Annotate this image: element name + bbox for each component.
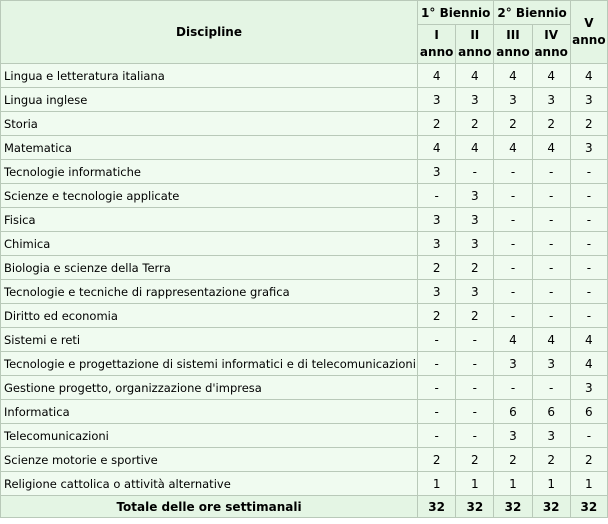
table-row [1,424,607,447]
hours-cell: - [494,160,531,183]
hours-cell: - [456,376,493,399]
hours-cell: - [494,184,531,207]
hours-cell: 3 [456,208,493,231]
hours-cell: - [571,160,607,183]
hours-cell: - [494,256,531,279]
total-hours-cell: 32 [418,496,455,517]
hours-cell: 4 [571,328,607,351]
table-row [1,160,607,183]
hours-cell: 4 [571,64,607,87]
hours-cell: - [571,184,607,207]
hours-cell: 2 [456,112,493,135]
hours-cell: 2 [418,256,455,279]
discipline-name: Lingua inglese [1,88,417,111]
table-row [1,136,607,159]
hours-cell: 6 [494,400,531,423]
hours-cell: 1 [533,472,570,495]
hours-cell: 2 [418,112,455,135]
hours-cell: 2 [456,304,493,327]
hours-cell: - [494,280,531,303]
table-row [1,328,607,351]
hours-cell: - [533,232,570,255]
discipline-name: Tecnologie e tecniche di rappresentazione grafica [1,280,417,303]
discipline-name: Matematica [1,136,417,159]
discipline-name: Storia [1,112,417,135]
hours-cell: 3 [456,280,493,303]
hours-cell: 3 [494,352,531,375]
hours-cell: 3 [456,88,493,111]
table-row [1,376,607,399]
hours-cell: - [456,160,493,183]
hours-cell: - [494,208,531,231]
hours-cell: - [533,208,570,231]
hours-cell: 2 [494,112,531,135]
hours-cell: 4 [418,64,455,87]
hours-cell: 4 [456,64,493,87]
hours-cell: - [456,328,493,351]
hours-cell: 2 [494,448,531,471]
discipline-name: Chimica [1,232,417,255]
discipline-name: Scienze motorie e sportive [1,448,417,471]
hours-cell: 3 [418,280,455,303]
hours-cell: 3 [533,88,570,111]
hours-cell: - [418,376,455,399]
hours-cell: 3 [533,352,570,375]
discipline-name: Lingua e letteratura italiana [1,64,417,87]
hours-cell: - [571,208,607,231]
hours-cell: 4 [494,136,531,159]
discipline-name: Gestione progetto, organizzazione d'impresa [1,376,417,399]
header-year-2: II anno [456,25,493,63]
table-row [1,112,607,135]
hours-cell: 4 [533,136,570,159]
hours-cell: 2 [571,112,607,135]
table-row [1,280,607,303]
hours-cell: - [494,232,531,255]
header-biennio-1: 1° Biennio [418,1,493,24]
table-row [1,232,607,255]
discipline-name: Religione cattolica o attività alternative [1,472,417,495]
header-discipline: Discipline [1,1,417,63]
table-row [1,256,607,279]
discipline-name: Fisica [1,208,417,231]
hours-cell: - [418,184,455,207]
hours-cell: - [456,424,493,447]
table-body [1,64,607,517]
discipline-name: Telecomunicazioni [1,424,417,447]
hours-cell: 4 [533,328,570,351]
hours-cell: - [418,400,455,423]
hours-cell: 3 [418,88,455,111]
hours-cell: 6 [571,400,607,423]
hours-cell: 2 [456,256,493,279]
hours-cell: - [533,184,570,207]
hours-cell: 3 [571,88,607,111]
total-row [1,496,607,517]
table-row [1,304,607,327]
discipline-name: Tecnologie e progettazione di sistemi informatici e di telecomunicazioni [1,352,417,375]
hours-cell: 1 [494,472,531,495]
table-row [1,472,607,495]
discipline-name: Sistemi e reti [1,328,417,351]
hours-cell: - [533,280,570,303]
total-hours-cell: 32 [533,496,570,517]
discipline-name: Informatica [1,400,417,423]
hours-cell: 4 [418,136,455,159]
hours-cell: 2 [456,448,493,471]
hours-cell: - [494,376,531,399]
hours-cell: - [533,256,570,279]
hours-cell: - [418,328,455,351]
hours-cell: - [533,160,570,183]
hours-cell: 2 [418,304,455,327]
header-year-1: I anno [418,25,455,63]
hours-cell: - [571,424,607,447]
hours-cell: - [418,352,455,375]
hours-cell: 3 [571,136,607,159]
hours-cell: 3 [418,232,455,255]
hours-cell: 3 [456,232,493,255]
hours-cell: 3 [456,184,493,207]
discipline-name: Scienze e tecnologie applicate [1,184,417,207]
hours-cell: 1 [418,472,455,495]
total-hours-cell: 32 [571,496,607,517]
hours-cell: - [456,352,493,375]
discipline-name: Tecnologie informatiche [1,160,417,183]
table-row [1,400,607,423]
discipline-name: Diritto ed economia [1,304,417,327]
header-year-4: IV anno [533,25,570,63]
total-hours-cell: 32 [494,496,531,517]
hours-cell: 3 [418,208,455,231]
hours-cell: 4 [494,328,531,351]
table-row [1,208,607,231]
hours-cell: 3 [571,376,607,399]
hours-cell: 3 [533,424,570,447]
table-row [1,448,607,471]
table-row [1,88,607,111]
hours-cell: - [571,232,607,255]
hours-cell: 4 [494,64,531,87]
total-hours-cell: 32 [456,496,493,517]
hours-cell: - [571,256,607,279]
hours-cell: 2 [533,112,570,135]
header-quinto-anno: V anno [571,1,607,63]
table-row [1,352,607,375]
hours-cell: 4 [533,64,570,87]
total-label: Totale delle ore settimanali [1,496,417,517]
hours-cell: 6 [533,400,570,423]
hours-cell: - [533,376,570,399]
hours-cell: 1 [456,472,493,495]
hours-cell: 2 [533,448,570,471]
hours-cell: - [533,304,570,327]
hours-cell: 2 [571,448,607,471]
hours-cell: - [571,280,607,303]
hours-cell: - [494,304,531,327]
hours-cell: 4 [571,352,607,375]
hours-cell: 4 [456,136,493,159]
hours-cell: 3 [418,160,455,183]
table-row [1,184,607,207]
hours-cell: 2 [418,448,455,471]
hours-cell: - [571,304,607,327]
hours-cell: 1 [571,472,607,495]
header-biennio-2: 2° Biennio [494,1,569,24]
hours-cell: 3 [494,88,531,111]
hours-cell: - [456,400,493,423]
hours-cell: - [418,424,455,447]
header-year-3: III anno [494,25,531,63]
discipline-name: Biologia e scienze della Terra [1,256,417,279]
table-row [1,64,607,87]
hours-cell: 3 [494,424,531,447]
